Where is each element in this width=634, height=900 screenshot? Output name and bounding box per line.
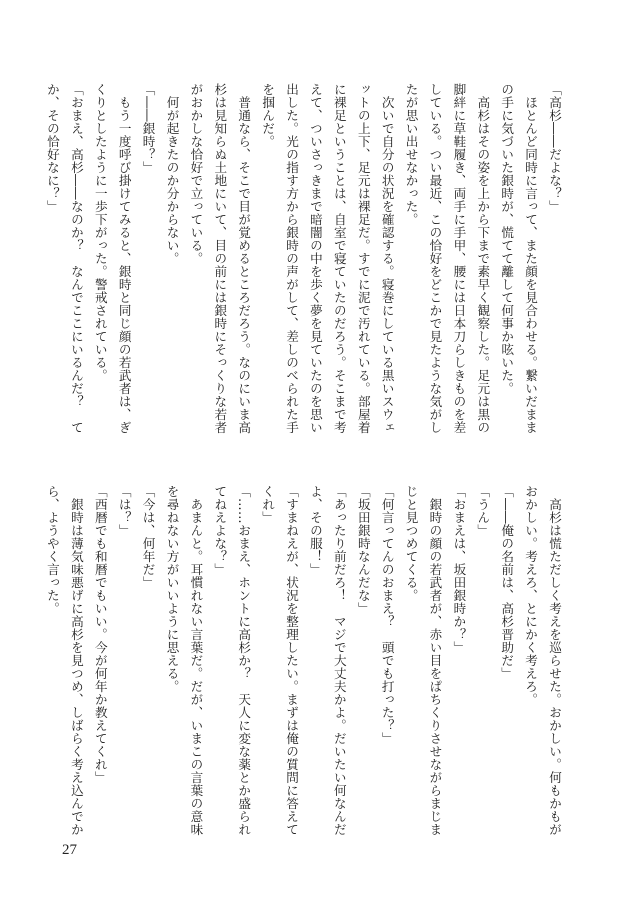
text-line: くりとしたように一歩下がった。警戒されている。: [92, 83, 108, 382]
text-line: てねえよな？」: [212, 485, 228, 576]
lower-text-block: [44, 485, 566, 849]
upper-text-block: [44, 83, 566, 435]
text-line: に裸足ということは、自室で寝ていたのだろう。そこまで考: [331, 83, 347, 434]
text-line: の手に気づいた銀時が、慌てて離して何事か呟いた。: [499, 83, 515, 395]
text-line: 「うん」: [475, 485, 491, 537]
text-line: 何が起きたのか分からない。: [164, 83, 180, 265]
text-line: 脚絆に草鞋履き、両手に手甲、腰には日本刀らしきものを差: [451, 83, 467, 434]
text-line: ら、ようやく言った。: [44, 485, 60, 615]
text-line: おかしい。考えろ、とにかく考えろ。: [523, 485, 539, 706]
text-line: 「おまえは、坂田銀時か？」: [451, 485, 467, 654]
text-line: 出した。光の指す方から銀時の声がして、差しのべられた手: [284, 83, 300, 434]
text-line: えて、ついさっきまで暗闇の中を歩く夢を見ていたのを思い: [307, 83, 323, 434]
text-line: 「高杉――だよな？」: [547, 83, 562, 213]
text-line: 「何言ってんのおまえ？ 頭でも打った？」: [379, 485, 395, 745]
text-line: 高杉は慌ただしく考えを巡らせた。おかしい。何もかもが: [547, 485, 562, 836]
page-number: 27: [62, 842, 77, 858]
text-line: 銀時の顔の若武者が、赤い目をぱちくりさせながらまじま: [427, 485, 443, 836]
text-line: している。つい最近、この恰好をどこかで見たような気がし: [427, 83, 443, 434]
text-line: 「……おまえ、ホントに高杉か？ 天人に変な薬とか盛られ: [236, 485, 252, 836]
text-line: 「あったり前だろ！ マジで大丈夫かよ。だいたい何なんだ: [331, 485, 347, 836]
text-line: ットの上下、足元は裸足だ。すでに泥で汚れている。部屋着: [355, 83, 371, 434]
text-line: 次いで自分の状況を確認する。寝巻にしている黒いスウェ: [379, 83, 395, 434]
text-line: 「――銀時？」: [140, 83, 156, 174]
text-line: 高杉はその姿を上から下まで素早く観察した。足元は黒の: [475, 83, 491, 434]
text-line: を尋ねない方がいいように思える。: [164, 485, 180, 693]
text-line: 銀時は薄気味悪げに高杉を見つめ、しばらく考え込んでか: [68, 485, 84, 836]
text-line: くれ」: [260, 485, 276, 524]
text-line: 普通なら、そこで目が覚めるところだろう。なのにいま高: [236, 83, 252, 434]
text-line: 「――俺の名前は、高杉晋助だ」: [499, 485, 515, 680]
text-line: 「今は、何年だ」: [140, 485, 156, 589]
text-line: 「すまねえが、状況を整理したい。まずは俺の質問に答えて: [284, 485, 300, 836]
text-line: ほとんど同時に言って、また顔を見合わせる。繋いだまま: [523, 83, 539, 434]
text-line: もう一度呼び掛けてみると、銀時と同じ顔の若武者は、ぎ: [116, 83, 132, 434]
text-line: たが思い出せなかった。: [403, 83, 419, 226]
text-line: 「は？」: [116, 485, 132, 537]
text-line: か、その恰好なに？」: [44, 83, 60, 213]
text-line: 「おまえ、高杉――なのか？ なんでここにいるんだ？ て: [68, 83, 84, 434]
text-line: がおかしな恰好で立っている。: [188, 83, 204, 265]
text-line: 「西暦でも和暦でもいい。今が何年か教えてくれ」: [92, 485, 108, 784]
text-line: あまんと。耳慣れない言葉だ。だが、いまこの言葉の意味: [188, 485, 204, 836]
text-line: じと見つめてくる。: [403, 485, 419, 602]
text-line: 杉は見知らぬ土地にいて、目の前には銀時にそっくりな若者: [212, 83, 228, 434]
text-line: 「坂田銀時なんだな」: [355, 485, 371, 615]
text-line: よ、その服！」: [307, 485, 323, 576]
text-line: を掴んだ。: [260, 83, 276, 148]
